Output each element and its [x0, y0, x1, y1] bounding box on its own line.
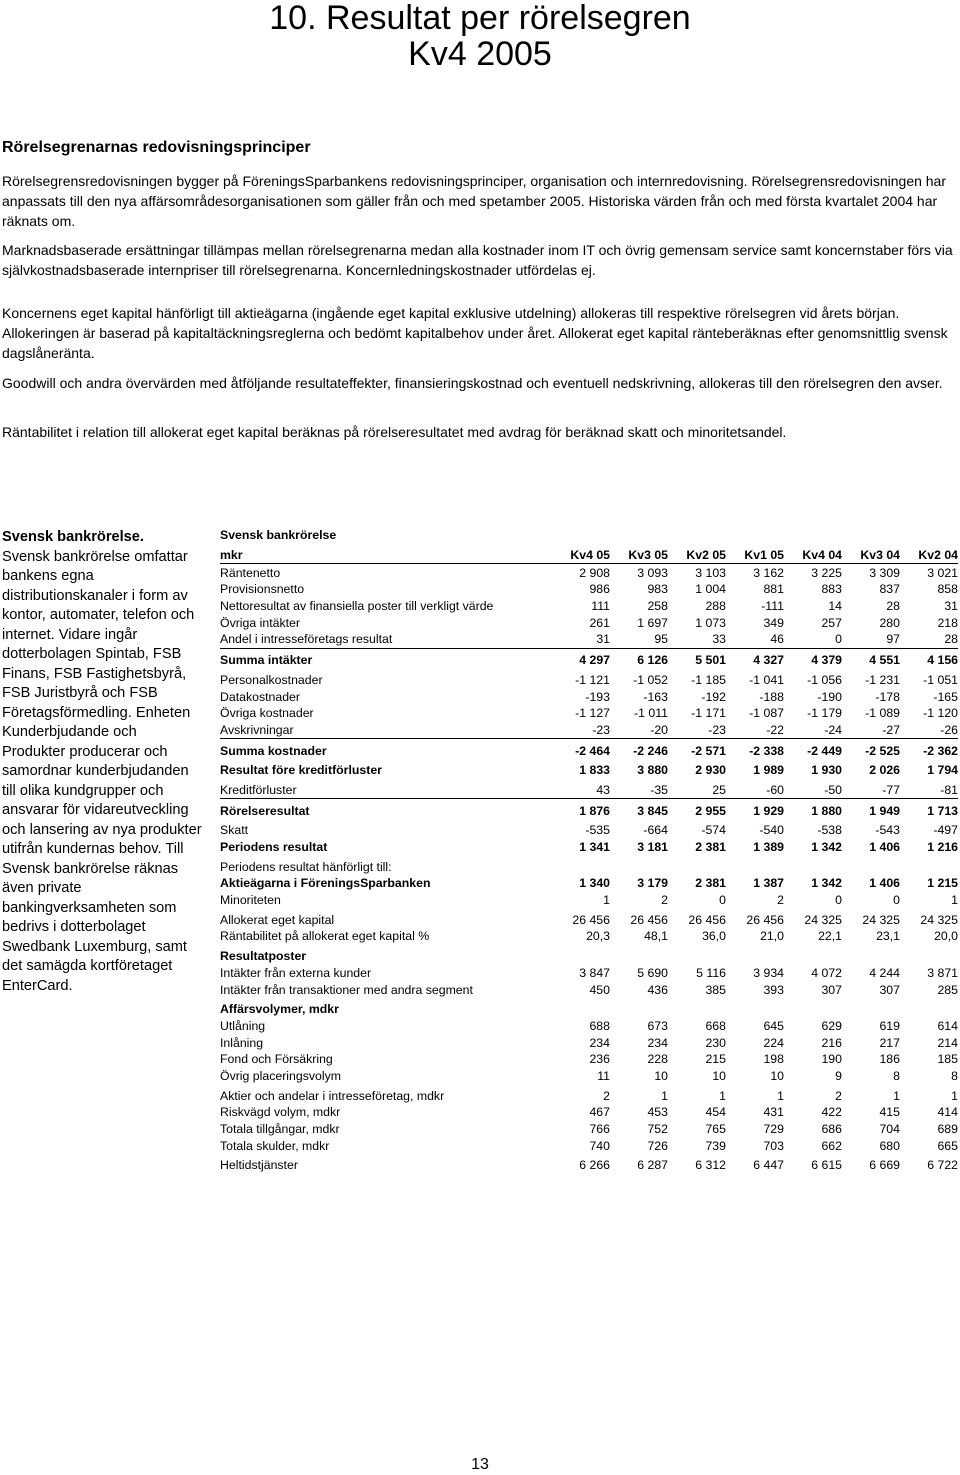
paragraph-principles: Rörelsegrensredovisningen bygger på FöreningsSparbankens redovisningsprinciper, organisation och internredovisning. Rörelsegrensredovisningen har anpassats till den nya affärsområdesorganisationen som gäller från och med spetamber 2005. Historiska värden från och med första kvartalet 2004 har räknats om.	[2, 173, 947, 229]
table-row: Räntabilitet på allokerat eget kapital % 20,3 48,1 36,0 21,0 22,1 23,1 20,0	[220, 929, 958, 944]
table-row: Aktier och andelar i intresseföretag, mdkr 2 1 1 1 2 1 1	[220, 1088, 958, 1103]
column-header: Kv2 05	[668, 544, 726, 564]
table-row: Skatt -535 -664 -574 -540 -538 -543 -497	[220, 823, 958, 838]
table-row: Riskvägd volym, mdkr 467 453 454 431 422 415 414	[220, 1105, 958, 1120]
table-row: Totala skulder, mdkr 740 726 739 703 662 680 665	[220, 1138, 958, 1153]
table-row: Periodens resultat 1 341 3 181 2 381 1 389 1 342 1 406 1 216	[220, 840, 958, 855]
table-row: Avskrivningar -23 -20 -23 -22 -24 -27 -26	[220, 722, 958, 737]
segment-description	[2, 528, 202, 996]
page-subtitle: Kv4 2005	[408, 35, 552, 73]
table-row: Intäkter från transaktioner med andra segment 450 436 385 393 307 307 285	[220, 982, 958, 997]
column-header: Kv3 05	[610, 544, 668, 564]
table-row: Summa kostnader -2 464 -2 246 -2 571 -2 338 -2 449 -2 525 -2 362	[220, 743, 958, 758]
table-row: Minoriteten 1 2 0 2 0 0 1	[220, 893, 958, 908]
table-row: Totala tillgångar, mdkr 766 752 765 729 686 704 689	[220, 1122, 958, 1137]
paragraph-goodwill: Goodwill och andra övervärden med åtföljande resultateffekter, finansieringskostnad och eventuell nedskrivning, allokeras till den rörelsegren den avser.	[2, 375, 943, 391]
column-header: Kv1 05	[726, 544, 784, 564]
table-row: Provisionsnetto 986 983 1 004 881 883 837 858	[220, 582, 958, 597]
table-row: Affärsvolymer, mdkr	[220, 1002, 339, 1017]
column-header: Kv2 04	[900, 544, 958, 564]
table-unit: mkr	[220, 544, 552, 564]
section-heading: Rörelsegrenarnas redovisningsprinciper	[2, 139, 311, 156]
table-row: Övriga kostnader -1 127 -1 011 -1 171 -1 087 -1 179 -1 089 -1 120	[220, 706, 958, 721]
table-row: Kreditförluster 43 -35 25 -60 -50 -77 -81	[220, 779, 958, 799]
table-row: Personalkostnader -1 121 -1 052 -1 185 -1 041 -1 056 -1 231 -1 051	[220, 672, 958, 687]
table-row: Inlåning 234 234 230 224 216 217 214	[220, 1035, 958, 1050]
column-header: Kv4 04	[784, 544, 842, 564]
table-row: Övriga intäkter 261 1 697 1 073 349 257 280 218	[220, 615, 958, 630]
segment-heading: Svensk bankrörelse.	[2, 529, 144, 545]
table-row: Andel i intresseföretags resultat 31 95 33 46 0 97 28	[220, 632, 958, 647]
table-row: Summa intäkter 4 297 6 126 5 501 4 327 4 379 4 551 4 156	[220, 653, 958, 668]
segment-text: Svensk bankrörelse omfattar bankens egna distributionskanaler i form av kontor, automater, telefon och internet. Vidare ingår dotterbolagen Spintab, FSB Finans, FSB Fastighetsbyrå, FSB Juristbyrå och FSB Företagsförmedling. Enheten Kunderbjudande och Produkter producerar och samordnar kunderbjudanden till olika kundgrupper och ansvarar för vidareutveckling och lansering av nya produkter utifrån kundernas behov. Till Svensk bankrörelse räknas även private bankingverksamheten som bedrivs i dotterbolaget Swedbank Luxemburg, samt det samägda kortföretaget EnterCard.	[2, 548, 202, 994]
table-row: Räntenetto 2 908 3 093 3 103 3 162 3 225 3 309 3 021	[220, 565, 958, 580]
table-title: Svensk bankrörelse	[220, 528, 337, 543]
table-row: Nettoresultat av finansiella poster till verkligt värde 111 258 288 -111 14 28 31	[220, 599, 958, 614]
table-row: Resultatposter	[220, 949, 307, 964]
table-row: Resultat före kreditförluster 1 833 3 880 2 930 1 989 1 930 2 026 1 794	[220, 763, 958, 778]
paragraph-pricing: Marknadsbaserade ersättningar tillämpas mellan rörelsegrenarna medan alla kostnader inom IT och övrig gemensam service samt koncernstaber förs via självkostnadsbaserade internpriser till rörelsegrenarna. Koncernledningskostnader utfördelas ej.	[2, 242, 953, 278]
page-title: 10. Resultat per rörelsegren	[269, 0, 691, 37]
table-row: Datakostnader -193 -163 -192 -188 -190 -178 -165	[220, 689, 958, 704]
paragraph-equity: Koncernens eget kapital hänförligt till aktieägarna (ingående eget kapital exklusive utdelning) allokeras till respektive rörelsegren vid årets början. Allokeringen är baserad på kapitaltäckningsreglerna och bedömt kapitalbehov under året. Allokerat eget kapital ränteberäknas efter genomsnittlig svensk dagslåneränta.	[2, 305, 948, 361]
paragraph-return: Räntabilitet i relation till allokerat eget kapital beräknas på rörelseresultatet med avdrag för beräknad skatt och minoritetsandel.	[2, 424, 787, 440]
segment-results-table	[220, 527, 958, 1174]
table-row: Rörelseresultat 1 876 3 845 2 955 1 929 1 880 1 949 1 713	[220, 803, 958, 818]
table-row: Aktieägarna i FöreningsSparbanken 1 340 3 179 2 381 1 387 1 342 1 406 1 215	[220, 876, 958, 891]
page-number: 13	[471, 1456, 489, 1473]
table-row: Fond och Försäkring 236 228 215 198 190 186 185	[220, 1052, 958, 1067]
column-header: Kv3 04	[842, 544, 900, 564]
table-row: Periodens resultat hänförligt till:	[220, 859, 392, 874]
table-row: Övrig placeringsvolym 11 10 10 10 9 8 8	[220, 1068, 958, 1083]
table-row: Utlåning 688 673 668 645 629 619 614	[220, 1018, 958, 1033]
table-row: Intäkter från externa kunder 3 847 5 690 5 116 3 934 4 072 4 244 3 871	[220, 965, 958, 980]
table-row: Allokerat eget kapital 26 456 26 456 26 456 26 456 24 325 24 325 24 325	[220, 912, 958, 927]
column-header: Kv4 05	[552, 544, 610, 564]
table-row: Heltidstjänster 6 266 6 287 6 312 6 447 6 615 6 669 6 722	[220, 1158, 958, 1173]
